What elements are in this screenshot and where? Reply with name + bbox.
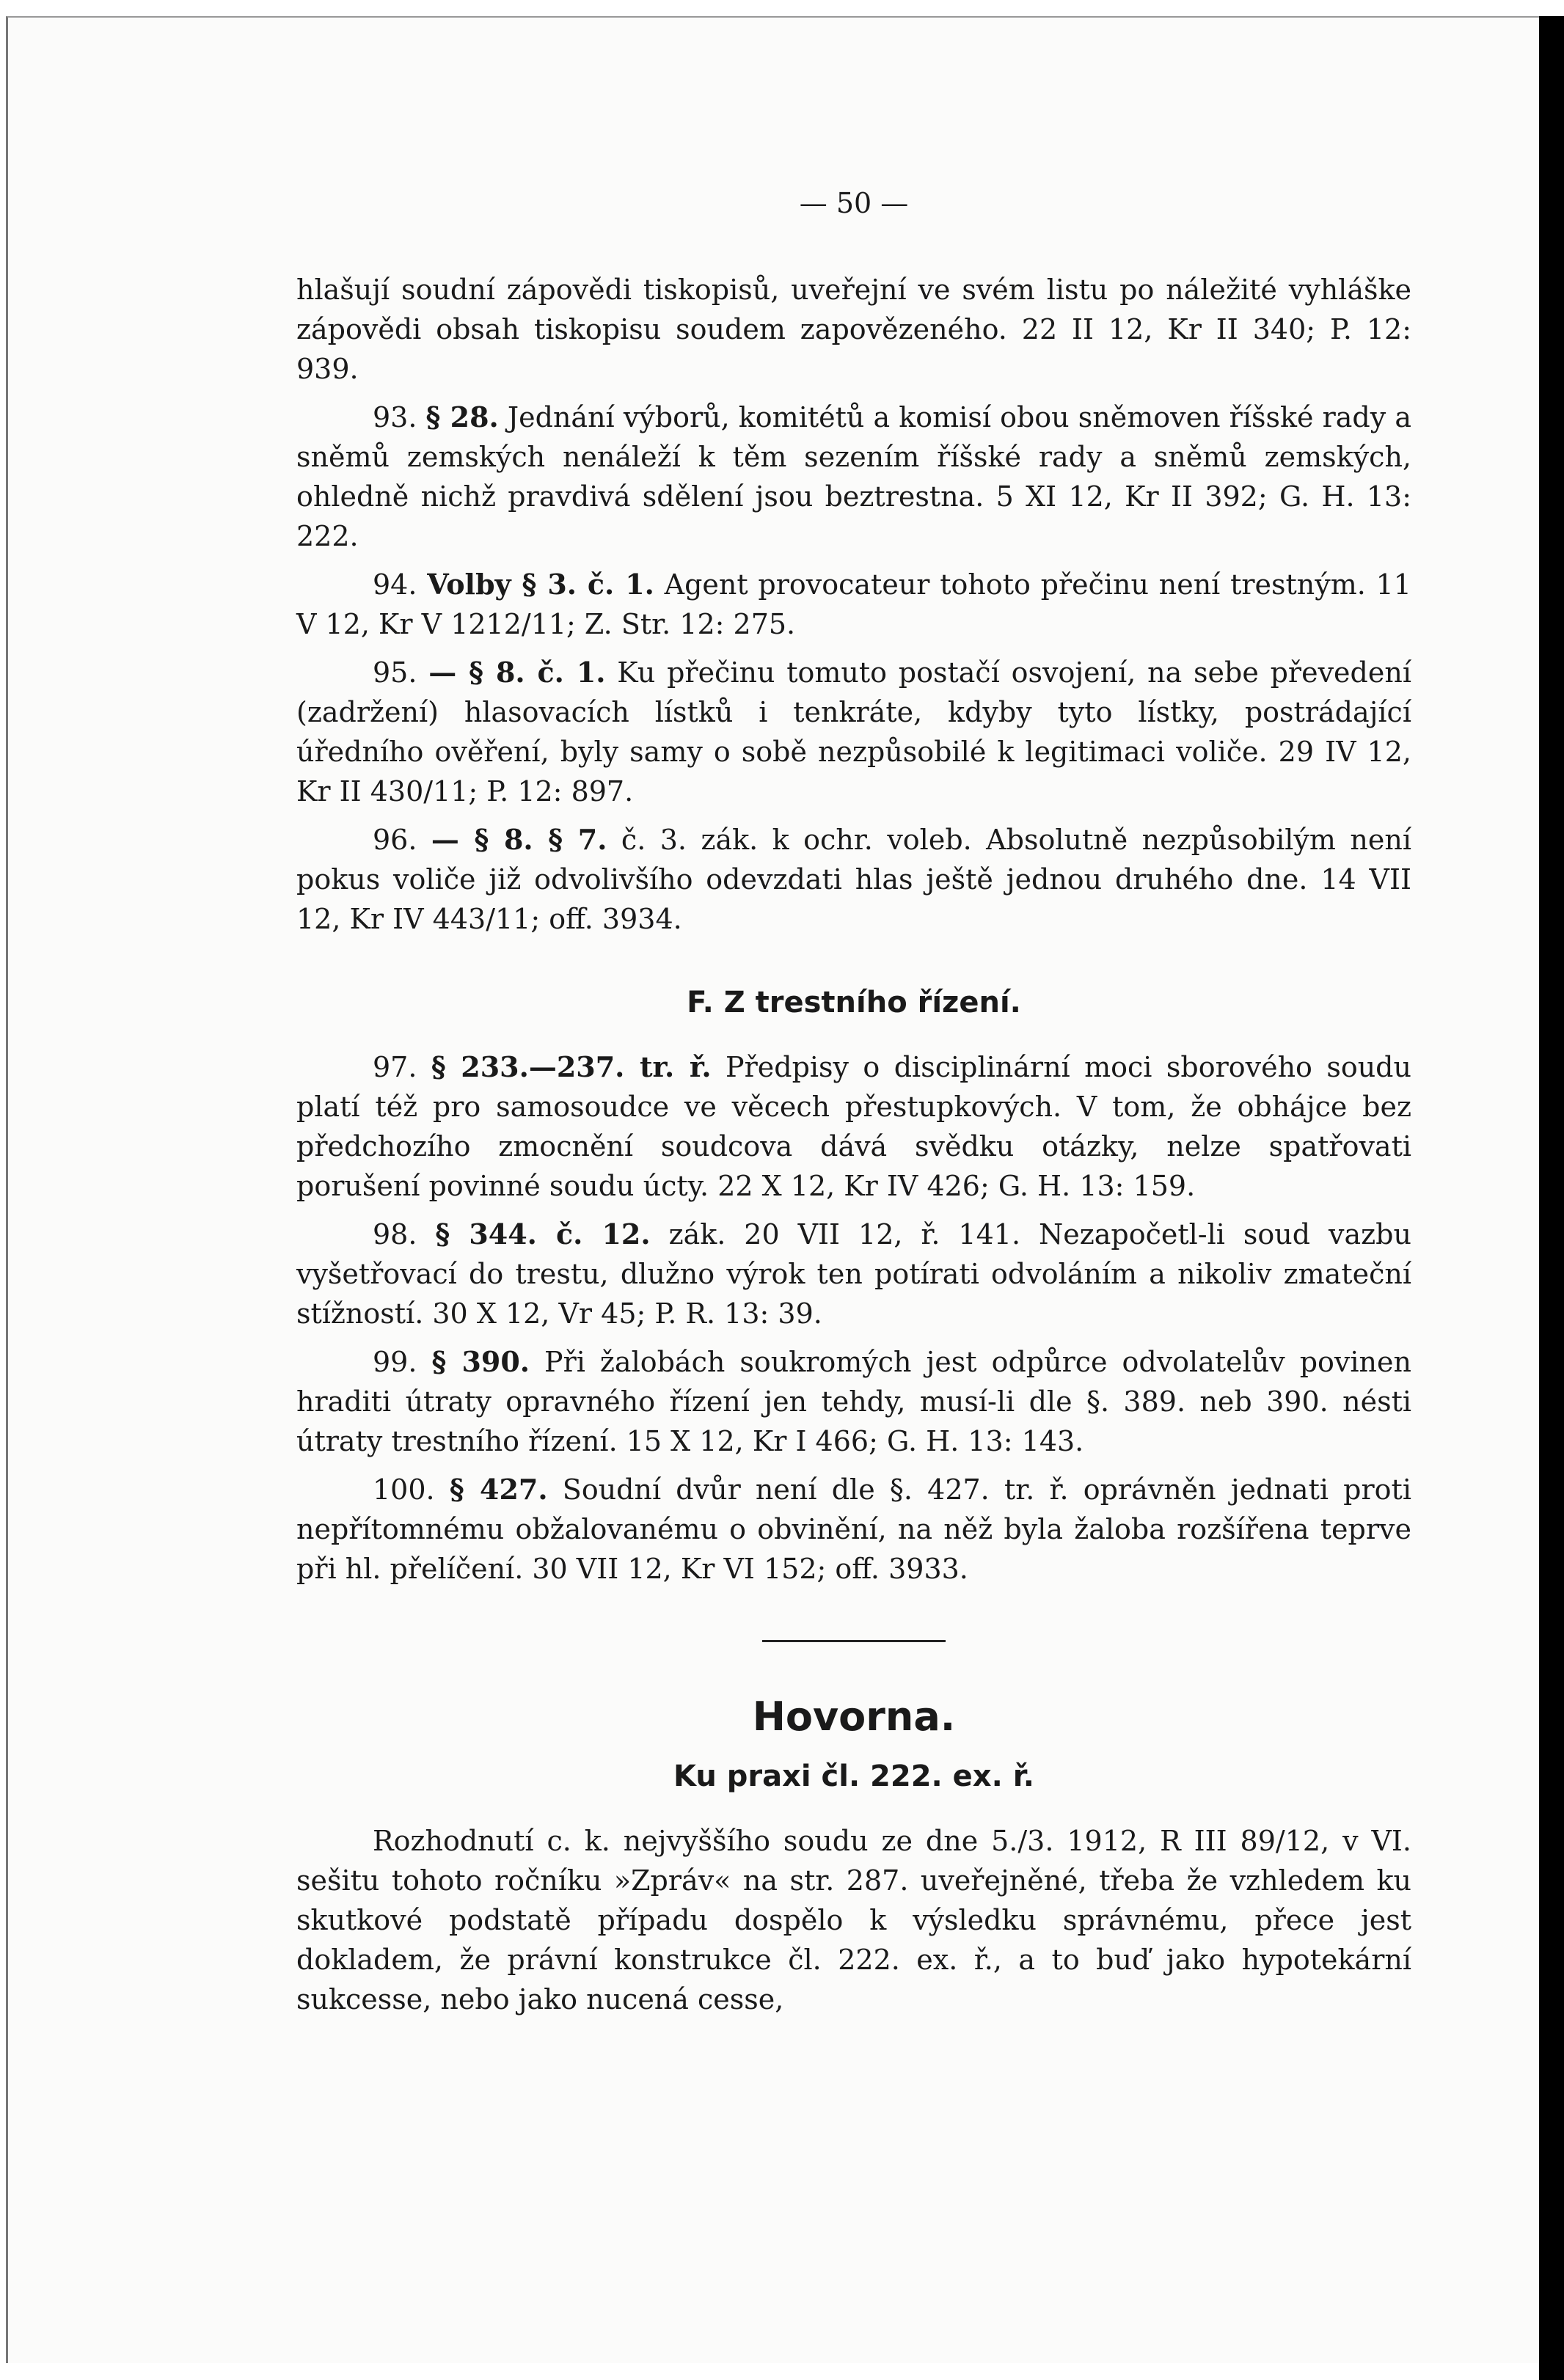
entry-text: Při žalobách soukromých jest odpůrce odvolatelův povinen hraditi útraty opravného řízení jen tehdy, musí-li dle §. 389. neb 390. nésti útraty trestního řízení. 15 X 12, Kr I 466; G. H. 13: 143. — [296, 1346, 1411, 1457]
entry-94 — [296, 565, 1411, 644]
entry-text: zák. 20 VII 12, ř. 141. Nezapočetl-li soud vazbu vyšetřovací do trestu, dlužno výrok ten potírati odvoláním a nikoliv zmateční stížností. 30 X 12, Vr 45; P. R. 13: 39. — [296, 1218, 1411, 1330]
entry-text: č. 3. zák. k ochr. voleb. Absolutně nezpůsobilým není pokus voliče již odvolivšího odevzdati hlas ještě jednou druhého dne. 14 VII 12, Kr IV 443/11; off. 3934. — [296, 824, 1411, 935]
entry-text: Předpisy o disciplinární moci sborového soudu platí též pro samosoudce ve věcech přestupkových. V tom, že obhájce bez předchozího zmocnění soudcova dává svědku otázky, nelze spatřovati porušení povinné soudu úcty. 22 X 12, Kr IV 426; G. H. 13: 159. — [296, 1051, 1411, 1202]
scan-edge — [1539, 16, 1564, 2380]
entry-reference: Volby § 3. č. 1. — [427, 568, 654, 601]
page-number: — 50 — — [799, 187, 909, 219]
entry-text: Ku přečinu tomuto postačí osvojení, na sebe převedení (zadržení) hlasovacích lístků i tenkráte, kdyby tyto lístky, postrádající úředního ověření, byly samy o sobě nezpůsobilé k legitimaci voliče. 29 IV 12, Kr II 430/11; P. 12: 897. — [296, 656, 1411, 808]
entry-reference: § 344. č. 12. — [435, 1218, 651, 1251]
entry-number: 97. — [373, 1051, 417, 1083]
entry-reference: § 390. — [431, 1345, 530, 1378]
entry-reference: — § 8. č. 1. — [428, 656, 606, 689]
entry-number: 94. — [373, 568, 417, 601]
entry-reference: § 427. — [449, 1473, 548, 1506]
entry-number: 99. — [373, 1346, 417, 1378]
hovorna-subtitle: Ku praxi čl. 222. ex. ř. — [673, 1760, 1034, 1793]
entry-number: 93. — [373, 401, 417, 433]
entry-100 — [296, 1470, 1411, 1589]
entry-93 — [296, 398, 1411, 556]
entry-99 — [296, 1342, 1411, 1461]
entry-text: Jednání výborů, komitétů a komisí obou sněmoven říšské rady a sněmů zemských nenáleží k těm sezením říšské rady a sněmů zemských, ohledně nichž pravdivá sdělení jsou beztrestna. 5 XI 12, Kr II 392; G. H. 13: 222. — [296, 401, 1411, 552]
entry-98 — [296, 1215, 1411, 1333]
entry-97 — [296, 1047, 1411, 1206]
entry-text: Soudní dvůr není dle §. 427. tr. ř. oprávněn jednati proti nepřítomnému obžalovanému o obvinění, na něž byla žaloba rozšířena teprve při hl. přelíčení. 30 VII 12, Kr VI 152; off. 3933. — [296, 1473, 1411, 1585]
entry-number: 95. — [373, 656, 417, 689]
entry-text: Agent provocateur tohoto přečinu není trestným. 11 V 12, Kr V 1212/11; Z. Str. 12: 275. — [296, 568, 1411, 640]
section-heading: F. Z trestního řízení. — [687, 986, 1021, 1019]
divider-rule — [762, 1640, 946, 1642]
entry-number: 100. — [373, 1473, 435, 1506]
entry-reference: § 28. — [425, 400, 499, 433]
hovorna-paragraph: Rozhodnutí c. k. nejvyššího soudu ze dne 5./3. 1912, R III 89/12, v VI. sešitu tohoto ročníku »Zpráv« na str. 287. uveřejněné, třeba že vzhledem ku skutkové podstatě případu dospělo k výsledku správnému, přece jest dokladem, že právní konstrukce čl. 222. ex. ř., a to buď jako hypotekární sukcesse, nebo jako nucená cesse, — [296, 1825, 1411, 2015]
entry-reference: § 233.—237. tr. ř. — [431, 1050, 712, 1083]
entry-number: 96. — [373, 824, 417, 856]
page-text — [296, 183, 1411, 2028]
entry-96 — [296, 820, 1411, 939]
entry-number: 98. — [373, 1218, 417, 1251]
entry-reference: — § 8. § 7. — [431, 823, 607, 856]
intro-paragraph: hlašují soudní zápovědi tiskopisů, uveřejní ve svém listu po náležité vyhláške zápovědi obsah tiskopisu soudem zapovězeného. 22 II 12, Kr II 340; P. 12: 939. — [296, 274, 1411, 385]
hovorna-title: Hovorna. — [752, 1694, 956, 1740]
entry-95 — [296, 653, 1411, 811]
